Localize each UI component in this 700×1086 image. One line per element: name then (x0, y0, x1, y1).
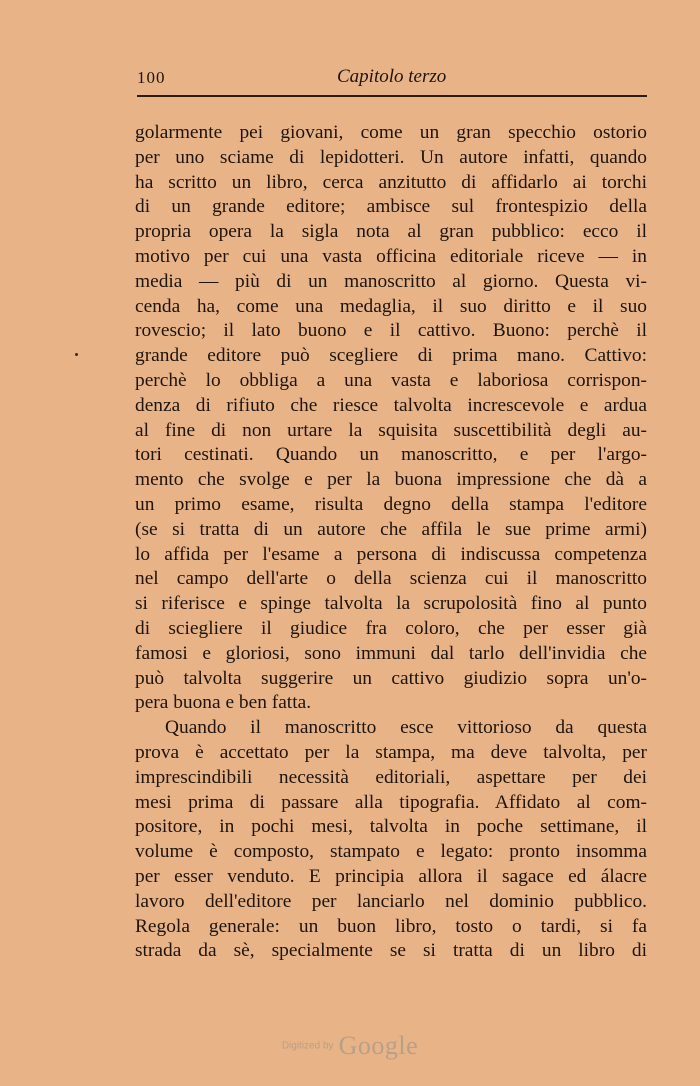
margin-mark (75, 353, 78, 356)
text-line: ha scritto un libro, cerca anzitutto di affidarlo ai torchi (135, 171, 647, 193)
text-line: media — più di un manoscritto al giorno. Questa vi- (135, 270, 647, 292)
text-line: imprescindibili necessità editoriali, aspettare per dei (135, 766, 647, 788)
text-line: per uno sciame di lepidotteri. Un autore infatti, quando (135, 146, 647, 168)
google-logo: Google (338, 1031, 419, 1060)
text-line: nel campo dell'arte o della scienza cui il manoscritto (135, 568, 647, 590)
running-header (137, 66, 647, 92)
text-line: mento che svolge e per la buona impressione che dà a (135, 469, 647, 491)
chapter-title: Capitolo terzo (337, 66, 447, 87)
text-line: cenda ha, come una medaglia, il suo diritto e il suo (135, 295, 647, 317)
text-line: si riferisce e spinge talvolta la scrupolosità fino al punto (135, 593, 647, 615)
text-line: prova è accettato per la stampa, ma deve talvolta, per (135, 741, 647, 763)
text-line: Quando il manoscritto esce vittorioso da questa (165, 717, 647, 739)
text-line: propria opera la sigla nota al gran pubblico: ecco il (135, 221, 647, 243)
text-line: grande editore può scegliere di prima mano. Cattivo: (135, 345, 647, 367)
body-text (135, 121, 647, 964)
text-line: golarmente pei giovani, come un gran specchio ostorio (135, 122, 647, 143)
text-line: tori cestinati. Quando un manoscritto, e per l'argo- (135, 444, 647, 466)
text-line: lavoro dell'editore per lanciarlo nel dominio pubblico. (135, 890, 647, 912)
text-line: per esser venduto. E principia allora il sagace ed álacre (135, 865, 647, 887)
paragraph (135, 716, 647, 964)
text-line: pera buona e ben fatta. (135, 692, 312, 714)
text-line: mesi prima di passare alla tipografia. Affidato al com- (135, 791, 647, 813)
text-line: Regola generale: un buon libro, tosto o tardi, si fa (135, 915, 647, 937)
digitized-by-label: Digitized by (281, 1040, 334, 1052)
digitization-watermark (0, 1031, 700, 1061)
text-line: lo affida per l'esame a persona di indiscussa competenza (135, 543, 647, 565)
text-line: può talvolta suggerire un cattivo giudizio sopra un'o- (135, 667, 647, 689)
text-line: di sciegliere il giudice fra coloro, che per esser già (135, 617, 647, 639)
text-line: denza di rifiuto che riesce talvolta increscevole e ardua (135, 394, 647, 416)
header-rule (137, 95, 647, 97)
text-line: positore, in pochi mesi, talvolta in poche settimane, il (135, 816, 647, 838)
text-line: motivo per cui una vasta officina editoriale riceve — in (135, 245, 647, 267)
text-line: volume è composto, stampato e legato: pronto insomma (135, 841, 647, 863)
text-line: di un grande editore; ambisce sul frontespizio della (135, 196, 647, 218)
text-line: (se si tratta di un autore che affila le sue prime armi) (135, 518, 647, 540)
text-line: perchè lo obbliga a una vasta e laboriosa corrispon- (135, 369, 647, 391)
text-line: strada da sè, specialmente se si tratta di un libro di (135, 940, 647, 962)
text-line: famosi e gloriosi, sono immuni dal tarlo dell'invidia che (135, 642, 647, 664)
paragraph (135, 121, 647, 716)
page-number: 100 (137, 68, 166, 87)
text-line: al fine di non urtare la squisita suscettibilità degli au- (135, 419, 647, 441)
text-line: rovescio; il lato buono e il cattivo. Buono: perchè il (135, 320, 647, 342)
text-line: un primo esame, risulta degno della stampa l'editore (135, 493, 647, 515)
